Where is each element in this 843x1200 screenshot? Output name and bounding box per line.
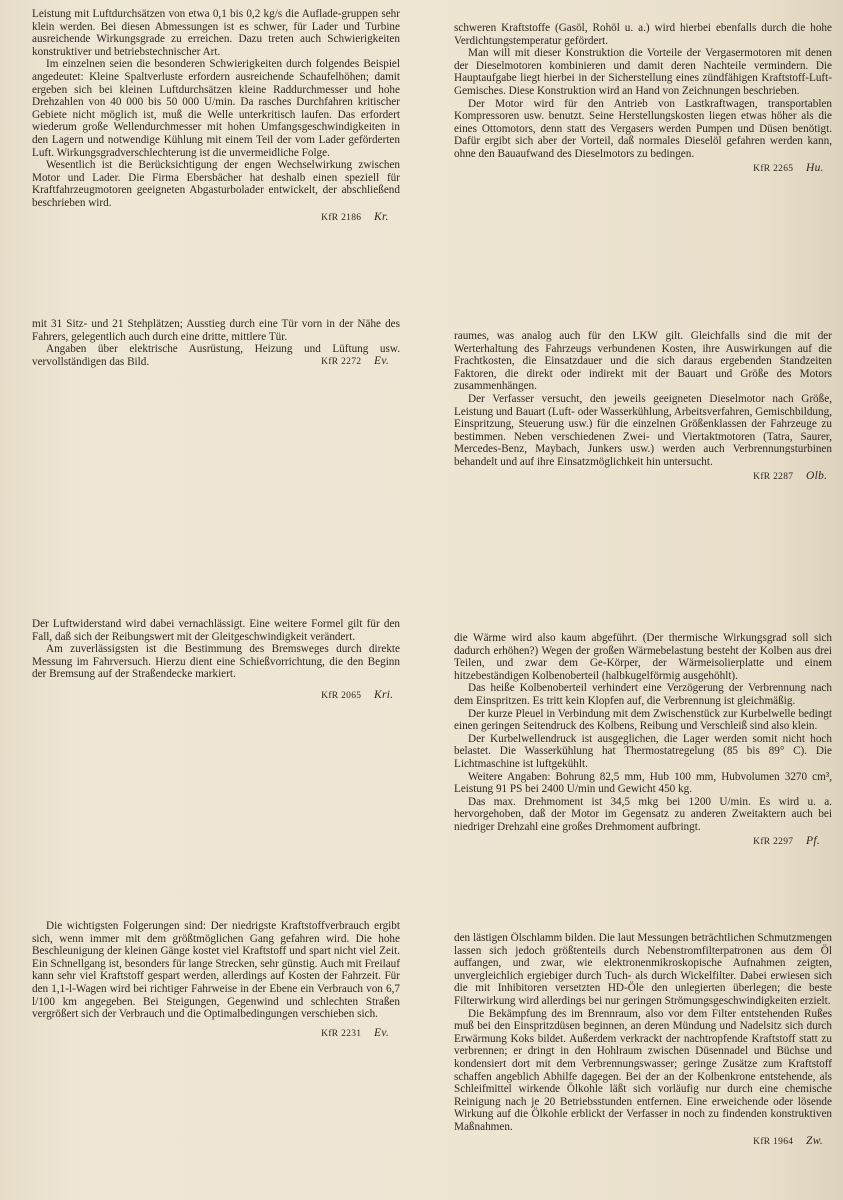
reference-number: KfR 2287 bbox=[753, 471, 794, 480]
paragraph: Wesentlich ist die Berücksichtigung der engen Wechselwirkung zwischen Motor und Lader. Die Firma Ebersbächer hat deshalb einen speziell für Kraftfahrzeugmotoren geeigneten Abgasturbolader entwickelt, der abschließend beschrieben wird. bbox=[32, 159, 400, 209]
paragraph: raumes, was analog auch für den LKW gilt. Gleichfalls sind die mit der Werterhaltung des Fahrzeugs verbundenen Kosten, ihre Auswirkungen auf die Frachtkosten, die Einsatzdauer und die sich daraus ergebenden Standzeiten Faktoren, die direkt oder indirekt mit der Bauart und Größe des Motors zusammenhängen. bbox=[454, 330, 832, 393]
paragraph: Am zuverlässigsten ist die Bestimmung des Bremsweges durch direkte Messung im Fahrversuch. Hierzu dient eine Schießvorrichtung, die den Beginn der Bremsung auf der Straßendecke markiert. bbox=[32, 643, 400, 681]
paragraph: die Wärme wird also kaum abgeführt. (Der thermische Wirkungsgrad soll sich dadurch erhöhen?) Wegen der großen Wärmebelastung besteht der Kolben aus drei Teilen, und zwar dem Ge-Körper, der Wärmeisolierplatte und einem hitzebeständigen Kolbenoberteil (halbkugelförmig ausgehöhlt). bbox=[454, 632, 832, 682]
reference-number: KfR 2065 bbox=[321, 690, 362, 701]
author-initials: Ev. bbox=[374, 1026, 390, 1039]
reference-number: KfR 2272 bbox=[321, 357, 362, 368]
author-initials: Zw. bbox=[806, 1134, 823, 1147]
abstract-block-kfr-2297 bbox=[454, 632, 832, 884]
paragraph: Das heiße Kolbenoberteil verhindert eine Verzögerung der Verbrennung nach dem Einspritzen. Es tritt kein Klopfen auf, die Verbrennung ist gleichmäßig. bbox=[454, 682, 832, 707]
paragraph: schweren Kraftstoffe (Gasöl, Rohöl u. a.) wird hierbei ebenfalls durch die hohe Verdichtungstemperatur gefördert. bbox=[454, 22, 832, 47]
paragraph: Der Luftwiderstand wird dabei vernachlässigt. Eine weitere Formel gilt für den Fall, daß sich der Reibungswert mit der Gleitgeschwindigkeit verändert. bbox=[32, 618, 400, 643]
abstract-block-kfr-2272 bbox=[32, 318, 400, 374]
abstract-block-kfr-2265 bbox=[454, 22, 832, 192]
abstract-block-kfr-1964 bbox=[454, 932, 832, 1166]
paragraph: mit 31 Sitz- und 21 Stehplätzen; Ausstieg durch eine Tür vorn in der Nähe des Fahrers, gelegentlich auch durch eine dritte, mittlere Tür. bbox=[32, 318, 400, 343]
reference-number: KfR 2297 bbox=[753, 836, 794, 847]
abstract-block-kfr-2065 bbox=[32, 618, 400, 718]
paragraph: Der kurze Pleuel in Verbindung mit dem Zwischenstück zur Kurbelwelle bedingt einen geringen Seitendruck des Kolbens, Reibung und Verschleiß sind also klein. bbox=[454, 707, 832, 733]
citation-signature bbox=[32, 1027, 400, 1041]
reference-number: KfR 1964 bbox=[753, 1136, 794, 1147]
citation-signature bbox=[454, 835, 832, 849]
reference-number: KfR 2231 bbox=[321, 1028, 362, 1039]
author-initials: Ev. bbox=[374, 355, 390, 368]
paragraph: den lästigen Ölschlamm bilden. Die laut Messungen beträchtlichen Schmutzmengen lassen sich jedoch größtenteils durch Nebenstromfilterpatronen aus dem Öl auffangen, und zwar, wie elektronenmikroskopische Aufnahmen zeigten, unvergleichlich ergiebiger durch Tuch- als durch Wickelfilter. Dabei erwiesen sich die mit Inhibitoren versetzten HD-Öle den unlegierten überlegen; die beste Filterwirkung wird allerdings bei nur geringen Strömungsgeschwindigkeiten erzielt. bbox=[454, 932, 832, 1007]
paragraph: Im einzelnen seien die besonderen Schwierigkeiten durch folgendes Beispiel angedeutet: Kleine Spaltverluste erfordern ausreichende Schaufelhöhen; damit ergeben sich bei kleinen Luftdurchsätzen kleine Raddurchmesser und hohe Drehzahlen von 40 000 bis 50 000 U/min. Da rasches Durchfahren kritischer Gebiete nicht möglich ist, muß die Welle unterkritisch laufen. Das erfordert wiederum große Wellendurchmesser mit hohen Umfangsgeschwindigkeiten in den Lagern und notwendige Kühlung mit einem Teil der vom Lader geförderten Luft. Wirkungsgradverschlechterung ist die unvermeidliche Folge. bbox=[32, 58, 400, 159]
paragraph: Der Motor wird für den Antrieb von Lastkraftwagen, transportablen Kompressoren usw. benutzt. Seine Herstellungskosten liegen etwas höher als die eines Ottomotors, denn statt des Vergasers werden Pumpen und Düsen benötigt. Dafür ergibt sich aber der Vorteil, daß normales Dieselöl gefahren werden kann, ohne den Bauaufwand des Dieselmotors zu bedingen. bbox=[454, 97, 832, 160]
author-initials: Kr. bbox=[374, 210, 389, 223]
paragraph: Leistung mit Luftdurchsätzen von etwa 0,1 bis 0,2 kg/s die Auflade-gruppen sehr klein werden. Bei diesen Abmessungen ist es schwer, für Lader und Turbine ausreichende Wirkungsgrade zu erreichen. Dazu treten auch Schwierigkeiten konstruktiver und betriebstechnischer Art. bbox=[32, 8, 400, 58]
paragraph: Der Kurbelwellendruck ist ausgeglichen, die Lager werden somit nicht hoch belastet. Die Wasserkühlung hat Thermostatregelung (85 bis 89° C). Die Lichtmaschine ist luftgekühlt. bbox=[454, 732, 832, 770]
reference-number: KfR 2186 bbox=[321, 212, 362, 223]
citation-signature bbox=[454, 470, 832, 480]
paragraph: Angaben über elektrische Ausrüstung, Heizung und Lüftung usw. vervollständigen das Bild. bbox=[32, 343, 400, 368]
abstract-block-kfr-2186 bbox=[32, 8, 400, 230]
reference-number: KfR 2265 bbox=[753, 163, 794, 174]
paragraph: Der Verfasser versucht, den jeweils geeigneten Dieselmotor nach Größe, Leistung und Bauart (Luft- oder Wasserkühlung, Arbeitsverfahren, Gemischbildung, Einspritzung, Steuerung usw.) für die einzelnen Größenklassen der Fahrzeuge zu bestimmen. Neben verschiedenen Zwei- und Viertaktmotoren (Tatra, Saurer, Mercedes-Benz, Maybach, Junkers usw.) werden auch Verbrennungsturbinen behandelt und auf ihre Einsatzmöglichkeit hin untersucht. bbox=[454, 392, 832, 468]
paragraph: Man will mit dieser Konstruktion die Vorteile der Vergasermotoren mit denen der Dieselmotoren kombinieren und damit deren Nachteile vermindern. Die Hauptaufgabe liegt hierbei in der Sicherstellung eines zündfähigen Kraftstoff-Luft-Gemisches. Diese Konstruktion wird an Hand von Zeichnungen beschrieben. bbox=[454, 47, 832, 97]
paragraph: Das max. Drehmoment ist 34,5 mkg bei 1200 U/min. Es wird u. a. hervorgehoben, daß der Motor im Gegensatz zu anderen Zweitaktern auch bei niedriger Drehzahl eine großes Drehmoment aufbringt. bbox=[454, 795, 832, 833]
abstract-block-kfr-2231 bbox=[32, 920, 400, 1060]
abstract-block-kfr-2287 bbox=[454, 330, 832, 480]
author-initials: Hu. bbox=[806, 161, 824, 174]
citation-signature bbox=[454, 162, 832, 176]
paragraph: Weitere Angaben: Bohrung 82,5 mm, Hub 100 mm, Hubvolumen 3270 cm³, Leistung 91 PS bei 2400 U/min und Gewicht 450 kg. bbox=[454, 770, 832, 796]
citation-signature bbox=[454, 1135, 832, 1149]
author-initials: Pf. bbox=[806, 834, 820, 847]
paragraph: Die wichtigsten Folgerungen sind: Der niedrigste Kraftstoffverbrauch ergibt sich, wenn immer mit dem größtmöglichen Gang gefahren wird. Die hohe Beschleunigung der kleinen Gänge kostet viel Kraftstoff und spart nicht viel Zeit. Ein Schnellgang ist, besonders für lange Strecken, sehr günstig. Auch mit Freilauf kann sehr viel Kraftstoff gespart werden, allerdings auf Kosten der Fahrzeit. Für den 1,1-l-Wagen wird bei richtiger Fahrweise in der Ebene ein Verbrauch von 6,7 l/100 km angegeben. Bei Steigungen, Gegenwind und schlechten Straßen vergrößert sich der Verbrauch und die Optimalbedingungen verschieben sich. bbox=[32, 920, 400, 1021]
citation-signature bbox=[32, 211, 400, 225]
author-initials: Kri. bbox=[374, 688, 394, 701]
author-initials: Olb. bbox=[806, 469, 828, 480]
paragraph: Die Bekämpfung des im Brennraum, also vor dem Filter entstehenden Rußes muß bei den Einspritzdüsen beginnen, an deren Mündung und Nadelsitz sich durch Erwärmung Koks bildet. Außerdem verkrackt der nachtropfende Kraftstoff statt zu verbrennen; er dringt in den Hohlraum zwischen Düsennadel und Büchse und kondensiert dort mit dem Verbrennungswasser; geringe Zusätze zum Kraftstoff schaffen angeblich Abhilfe dagegen. Bei der an der Kolbenkrone entstehende, als Schleifmittel wirkende Ölkohle läßt sich vorläufig nur durch eine chemische Reinigung nach je 20 Betriebsstunden entfernen. Eine erweichende oder lösende Wirkung auf die Ölkohle erblickt der Verfasser in noch zu findenden konstruktiven Maßnahmen. bbox=[454, 1007, 832, 1133]
citation-signature bbox=[32, 689, 400, 703]
